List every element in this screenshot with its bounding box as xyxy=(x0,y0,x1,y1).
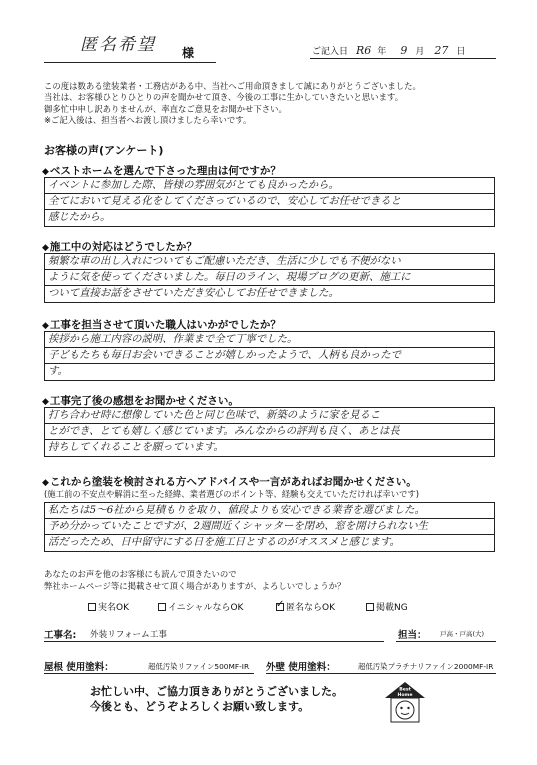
question-2: ◆ 施工中の対応はどうでしたか？ xyxy=(42,239,197,254)
checkbox[interactable] xyxy=(158,603,166,611)
answer-line: 子どもたちも毎日お会いできることが嬉しかったようで、人柄も良かったで xyxy=(45,348,494,364)
answer-line: ついて直接お話をさせていただき安心してお任せできました。 xyxy=(48,287,339,299)
answer-line: 活だったため、日中留守にする日を施工日とするのがオススメと感じます。 xyxy=(48,536,400,548)
checkbox[interactable] xyxy=(88,603,96,611)
question-1: ◆ ベストホームを選んで下さった理由は何ですか？ xyxy=(42,163,281,178)
staff-underline xyxy=(396,641,496,642)
mascot-logo xyxy=(383,680,427,724)
roof-paint-label: 屋根 使用塗料： xyxy=(44,662,114,673)
roof-paint-value: 超低汚染リファイン500MF-IR xyxy=(148,662,250,671)
answer-line: イベントに参加した際、皆様の雰囲気がとても良かったから。 xyxy=(45,178,494,194)
question-4: ◆ 工事完了後の感想をお聞かせください。 xyxy=(42,393,239,408)
intro-line: 御多忙中申し訳ありませんが、率直なご意見をお聞かせ下さい。 xyxy=(44,103,287,114)
staff-label: 担当： xyxy=(398,630,427,641)
date-year: R6 xyxy=(356,44,372,57)
work-name-underline xyxy=(44,641,384,642)
roof-paint-underline xyxy=(44,673,254,674)
intro-line: この度は数ある塗装業者・工務店がある中、当社へご用命頂きまして誠にありがとうございました。 xyxy=(44,81,421,91)
mascot-text-home: Home xyxy=(397,693,413,698)
section-title: お客様の声(アンケート) xyxy=(44,144,164,157)
answer-line: 感じたから。 xyxy=(48,211,111,223)
answer-line: とができ、とても嬉しく感じています。みんなからの評判も良く、あとは長 xyxy=(45,424,494,440)
work-name-value: 外装リフォーム工事 xyxy=(90,630,167,640)
answer-line: 私たちは5～6社から見積もりを取り、値段よりも安心できる業者を選びました。 xyxy=(45,503,494,519)
year-unit: 年 xyxy=(377,47,387,57)
month-unit: 月 xyxy=(415,47,425,57)
mascot-text-best: Best xyxy=(399,687,411,693)
question-5: ◆ これから塗装を検討される方へアドバイスや一言があればお聞かせください。 xyxy=(42,474,417,489)
date-day: 27 xyxy=(434,44,449,57)
answer-line: 予め分かっていたことですが、2週間近くシャッターを閉め、窓を開けられない生 xyxy=(45,519,494,535)
date-label: ご記入日 xyxy=(312,47,349,57)
option-label: 実名OK xyxy=(98,603,129,613)
house-mascot-icon xyxy=(383,680,427,724)
answer-line: 挨拶から施工内容の説明、作業まで全て丁寧でした。 xyxy=(45,332,494,348)
permission-line: 弊社ホームページ等に掲載させて頂く場合がありますが、よろしいでしょうか？ xyxy=(44,581,346,591)
option-real-name[interactable] xyxy=(88,600,158,613)
option-no-publish[interactable] xyxy=(366,600,408,613)
name-underline xyxy=(44,62,216,63)
option-anonymous[interactable] xyxy=(276,600,366,613)
intro-line: 当社は、お客様ひとりひとりの声を聞かせて頂き、今後の工事に生かしていきたいと思います。 xyxy=(44,92,404,103)
wall-paint-underline xyxy=(266,673,496,674)
answer-line: 持ちしてくれることを願っています。 xyxy=(48,441,224,453)
intro-text xyxy=(44,81,504,127)
answer-box-2[interactable] xyxy=(44,253,495,303)
permission-options xyxy=(88,600,408,613)
intro-line: ※ご記入後は、担当者へお渡し頂けましたら幸いです。 xyxy=(44,115,252,126)
date-month: 9 xyxy=(400,44,408,57)
wall-paint-label: 外壁 使用塗料： xyxy=(266,662,336,673)
answer-box-3[interactable] xyxy=(44,331,495,381)
work-name-label: 工事名: xyxy=(44,630,77,641)
answer-box-5[interactable] xyxy=(44,502,495,552)
date-row xyxy=(312,44,465,57)
answer-line: 打ち合わせ時に想像していた色と同じ色味で、新築のように家を見るこ xyxy=(45,408,494,424)
option-label: 掲載NG xyxy=(376,603,408,613)
answer-line: す。 xyxy=(48,365,68,377)
permission-text xyxy=(44,568,345,592)
permission-line: あなたのお声を他のお客様にも読んで頂きたいので xyxy=(44,569,237,579)
closing-line: お忙しい中、ご協力頂きありがとうございました。 xyxy=(90,685,343,698)
option-label: 匿名ならOK xyxy=(286,603,335,613)
option-initials[interactable] xyxy=(158,600,276,613)
checkbox-checked[interactable] xyxy=(276,603,284,611)
staff-value: 戸高・戸高(大) xyxy=(440,630,485,638)
closing-message xyxy=(90,684,343,714)
checkbox[interactable] xyxy=(366,603,374,611)
answer-line: 全てにおいて見える化をしてくださっているので、安心してお任せできると xyxy=(45,194,494,210)
question-3: ◆ 工事を担当させて頂いた職人はいかがでしたか？ xyxy=(42,317,281,332)
answer-line: 頻繁な車の出し入れについてもご配慮いただき、生活に少しでも不便がない xyxy=(45,254,494,270)
closing-line: 今後とも、どうぞよろしくお願い致します。 xyxy=(90,700,310,713)
honorific-label: 様 xyxy=(182,46,195,60)
customer-name: 匿名希望 xyxy=(80,35,156,55)
answer-box-1[interactable] xyxy=(44,177,495,227)
answer-box-4[interactable] xyxy=(44,407,495,457)
option-label: イニシャルならOK xyxy=(168,603,244,613)
date-underline xyxy=(310,58,496,59)
answer-line: ように気を使ってくださいました。毎日のライン、現場ブログの更新、施工に xyxy=(45,270,494,286)
day-unit: 日 xyxy=(456,47,466,57)
question-5-note: (施工前の不安点や解消に至った経緯、業者選びのポイント等、経験も交えていただければ幸いです) xyxy=(44,489,420,499)
wall-paint-value: 超低汚染プラチナリファイン2000MF-IR xyxy=(358,662,494,671)
